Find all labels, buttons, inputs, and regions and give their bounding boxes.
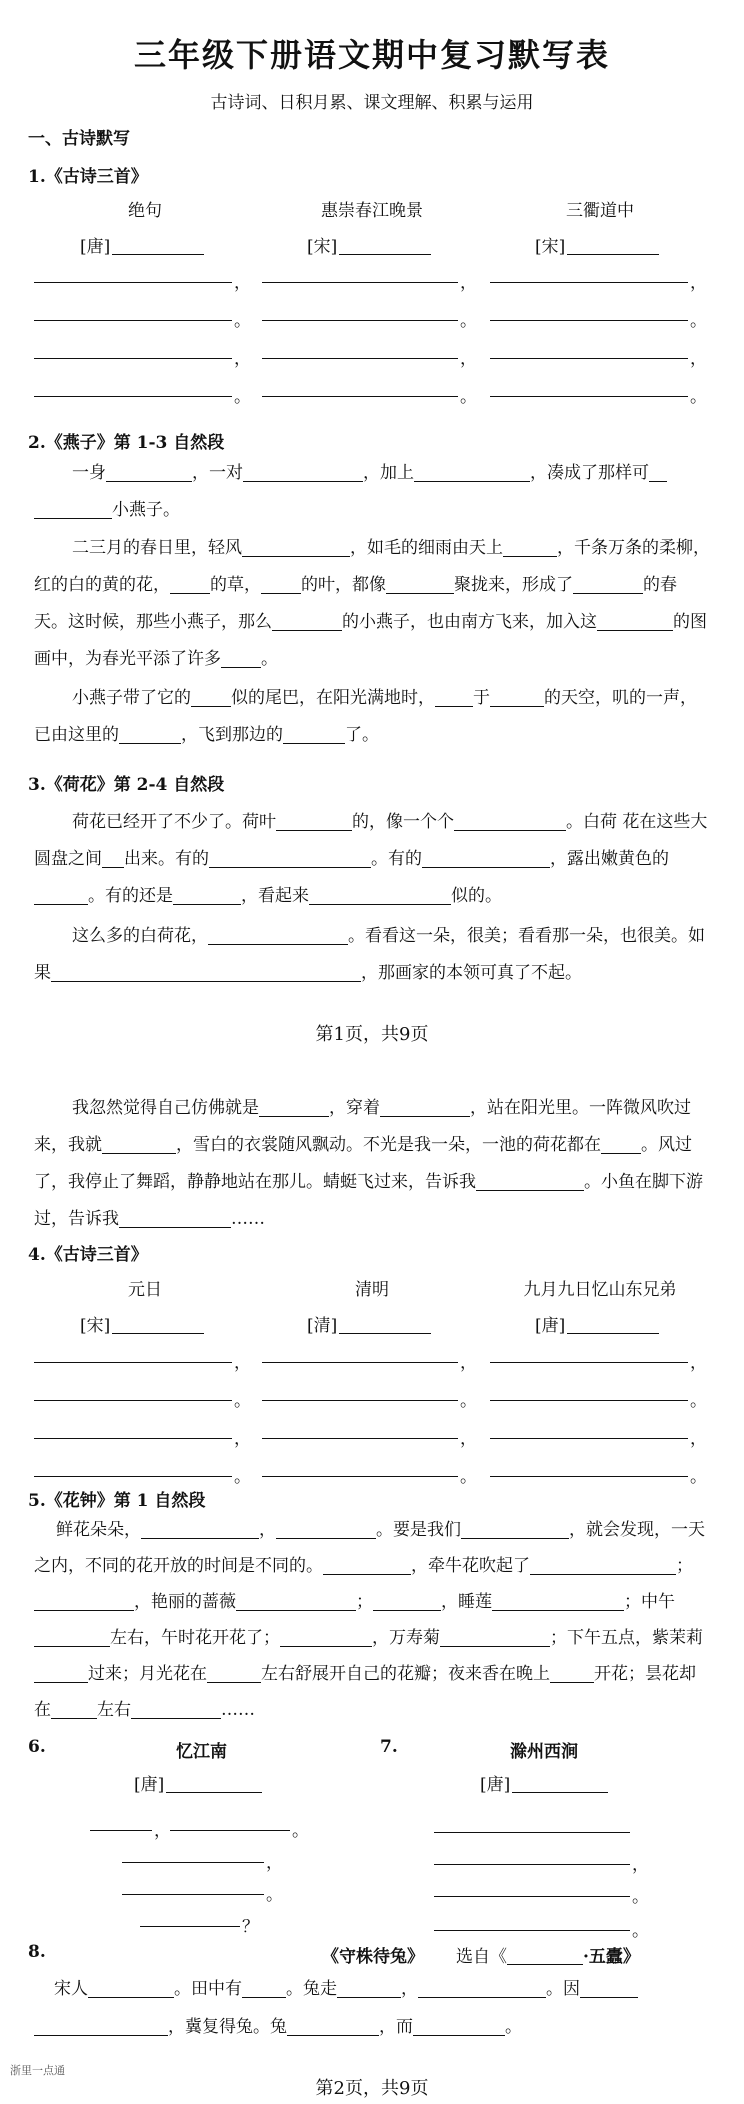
- q7-answer-line: [434, 1832, 630, 1833]
- q4-answer-punctuation: ，: [460, 1353, 477, 1373]
- doc-subtitle: 古诗词、日积月累、课文理解、积累与运用: [210, 93, 534, 113]
- q8-title: 《守株待兔》: [322, 1947, 424, 1967]
- q1-answer-punctuation: ，: [460, 349, 477, 369]
- q6-number: 6.: [28, 1737, 46, 1757]
- q6-answer-punctuation: ？: [242, 1917, 259, 1937]
- page-footer-2: 第2页，共9页: [315, 2078, 429, 2099]
- q1-answer-line: [34, 320, 232, 321]
- q4-answer-line: [34, 1476, 232, 1477]
- q4-answer-punctuation: ，: [234, 1353, 251, 1373]
- q4-answer-line: [490, 1400, 688, 1401]
- q4-answer-punctuation: 。: [460, 1467, 477, 1487]
- q4-answer-line: [262, 1362, 458, 1363]
- q4-answer-line: [262, 1400, 458, 1401]
- q4-answer-punctuation: 。: [460, 1391, 477, 1411]
- q1-answer-punctuation: 。: [690, 311, 707, 331]
- q4-poem-title-3: 九月九日忆山东兄弟: [523, 1280, 677, 1300]
- q1-poem-title-3: 三衢道中: [566, 201, 634, 221]
- q3-paragraph-2: 这么多的白荷花， 。看看这一朵，很美；看看那一朵，也很美。如果 ，那画家的本领可真了不起。: [34, 926, 705, 983]
- q7-answer-punctuation: 。: [632, 1921, 649, 1941]
- q1-answer-line: [262, 320, 458, 321]
- q1-poem-title-2: 惠崇春江晚景: [321, 201, 423, 221]
- q4-answer-punctuation: ，: [460, 1429, 477, 1449]
- q2-paragraph-2: 二三月的春日里，轻风 ，如毛的细雨由天上 ，千条万条的柔柳，红的白的黄的花， 的草， 的叶，都像 聚拢来，形成了 的春天。这时候，那些小燕子，那么 的小燕子，也由南方飞来，加入这 的图画中，为春光平添了许多 。: [34, 538, 710, 669]
- q6-answer-line: [140, 1926, 240, 1927]
- q4-answer-line: [34, 1400, 232, 1401]
- doc-title: 三年级下册语文期中复习默写表: [133, 36, 610, 74]
- q8-paragraph: 宋人 。田中有 。兔走 ， 。因，冀复得兔。兔 ，而 。: [34, 1970, 710, 2046]
- q2-label: 2.《燕子》第 1-3 自然段: [28, 433, 225, 453]
- q1-answer-line: [262, 282, 458, 283]
- q1-answer-punctuation: 。: [234, 387, 251, 407]
- q4-answer-punctuation: ，: [690, 1429, 707, 1449]
- q1-answer-line: [34, 282, 232, 283]
- q8-source: 选自《 ·五蠹》: [456, 1947, 640, 1967]
- q4-answer-line: [490, 1438, 688, 1439]
- q5-label: 5.《花钟》第 1 自然段: [28, 1491, 206, 1511]
- section-heading-poems: 一、古诗默写: [28, 129, 130, 149]
- q1-poem-title-1: 绝句: [128, 201, 162, 221]
- q6-answer-punctuation: ，: [154, 1821, 171, 1841]
- q1-author-1: [唐]: [80, 232, 204, 257]
- q7-answer-punctuation: ，: [632, 1855, 649, 1875]
- q6-answer-line: [122, 1894, 264, 1895]
- q1-answer-line: [262, 396, 458, 397]
- q1-answer-punctuation: ，: [234, 273, 251, 293]
- q7-title: 滁州西涧: [510, 1742, 578, 1762]
- q6-answer-punctuation: 。: [292, 1821, 309, 1841]
- q1-answer-line: [34, 396, 232, 397]
- q7-author: [唐]: [480, 1770, 608, 1795]
- q1-answer-line: [262, 358, 458, 359]
- q7-answer-punctuation: 。: [632, 1887, 649, 1907]
- q4-answer-punctuation: 。: [234, 1391, 251, 1411]
- q4-answer-line: [34, 1362, 232, 1363]
- q6-answer-line: [90, 1830, 152, 1831]
- q1-author-3: [宋]: [535, 232, 659, 257]
- q1-answer-line: [490, 358, 688, 359]
- q1-answer-punctuation: 。: [460, 311, 477, 331]
- q6-answer-punctuation: ，: [266, 1853, 283, 1873]
- q4-answer-line: [490, 1362, 688, 1363]
- q1-answer-punctuation: ，: [690, 273, 707, 293]
- q2-paragraph-1: 一身 ，一对 ，加上 ，凑成了那样可小燕子。: [34, 455, 710, 529]
- q6-answer-punctuation: 。: [266, 1885, 283, 1905]
- q4-answer-line: [34, 1438, 232, 1439]
- q4-author-2: [清]: [307, 1311, 431, 1336]
- q4-author-1: [宋]: [80, 1311, 204, 1336]
- q4-answer-punctuation: ，: [690, 1353, 707, 1373]
- q1-answer-punctuation: ，: [234, 349, 251, 369]
- q4-answer-punctuation: ，: [234, 1429, 251, 1449]
- q2-paragraph-3: 小燕子带了它的 似的尾巴，在阳光满地时， 于 的天空，叽的一声，已由这里的 ，飞到那边的 了。: [34, 688, 697, 745]
- watermark: 浙里一点通: [10, 2064, 65, 2077]
- q4-answer-line: [490, 1476, 688, 1477]
- q4-answer-punctuation: 。: [234, 1467, 251, 1487]
- q4-answer-punctuation: 。: [690, 1391, 707, 1411]
- q1-answer-punctuation: ，: [460, 273, 477, 293]
- q6-author: [唐]: [134, 1770, 262, 1795]
- q8-number: 8.: [28, 1942, 46, 1962]
- q4-answer-line: [262, 1476, 458, 1477]
- q4-poem-title-1: 元日: [128, 1280, 162, 1300]
- q4-answer-line: [262, 1438, 458, 1439]
- q7-answer-line: [434, 1930, 630, 1931]
- q4-label: 4.《古诗三首》: [28, 1245, 148, 1265]
- q3-continuation: 我忽然觉得自己仿佛就是 ，穿着 ，站在阳光里。一阵微风吹过来，我就 ，雪白的衣裳随风飘动。不光是我一朵，一池的荷花都在 。风过了，我停止了舞蹈，静静地站在那儿。蜻蜓飞过来，告诉我 。小鱼在脚下游过，告诉我 ……: [34, 1098, 703, 1229]
- q6-answer-line: [170, 1830, 290, 1831]
- q1-answer-punctuation: ，: [690, 349, 707, 369]
- q3-paragraph-1: 荷花已经开了不少了。荷叶 的，像一个个 。白荷 花在这些大圆盘之间 出来。有的 。有的 ，露出嫩黄色的。有的还是 ，看起来 似的。: [34, 812, 708, 906]
- q7-number: 7.: [380, 1737, 398, 1757]
- q3-label: 3.《荷花》第 2-4 自然段: [28, 775, 225, 795]
- q1-author-2: [宋]: [307, 232, 431, 257]
- q7-answer-line: [434, 1864, 630, 1865]
- q1-answer-line: [490, 320, 688, 321]
- q7-answer-line: [434, 1896, 630, 1897]
- q4-answer-punctuation: 。: [690, 1467, 707, 1487]
- q1-answer-line: [34, 358, 232, 359]
- q1-answer-line: [490, 282, 688, 283]
- q1-answer-line: [490, 396, 688, 397]
- q1-answer-punctuation: 。: [234, 311, 251, 331]
- q4-poem-title-2: 清明: [355, 1280, 389, 1300]
- q6-answer-line: [122, 1862, 264, 1863]
- q1-label: 1.《古诗三首》: [28, 167, 148, 187]
- q5-paragraph: 鲜花朵朵， ， 。要是我们 ，就会发现，一天之内，不同的花开放的时间是不同的。 ，牵牛花吹起了 ；，艳丽的蔷薇 ； ，睡莲 ；中午左右，午时花开花了； ，万寿菊 ；下午五点，紫茉莉过来；月光花在 左右舒展开自己的花瓣；夜来香在晚上 开花；昙花却在 左右 ……: [34, 1520, 705, 1720]
- q4-author-3: [唐]: [535, 1311, 659, 1336]
- page-footer-1: 第1页，共9页: [315, 1024, 429, 1045]
- q1-answer-punctuation: 。: [460, 387, 477, 407]
- q1-answer-punctuation: 。: [690, 387, 707, 407]
- q6-title: 忆江南: [176, 1742, 227, 1762]
